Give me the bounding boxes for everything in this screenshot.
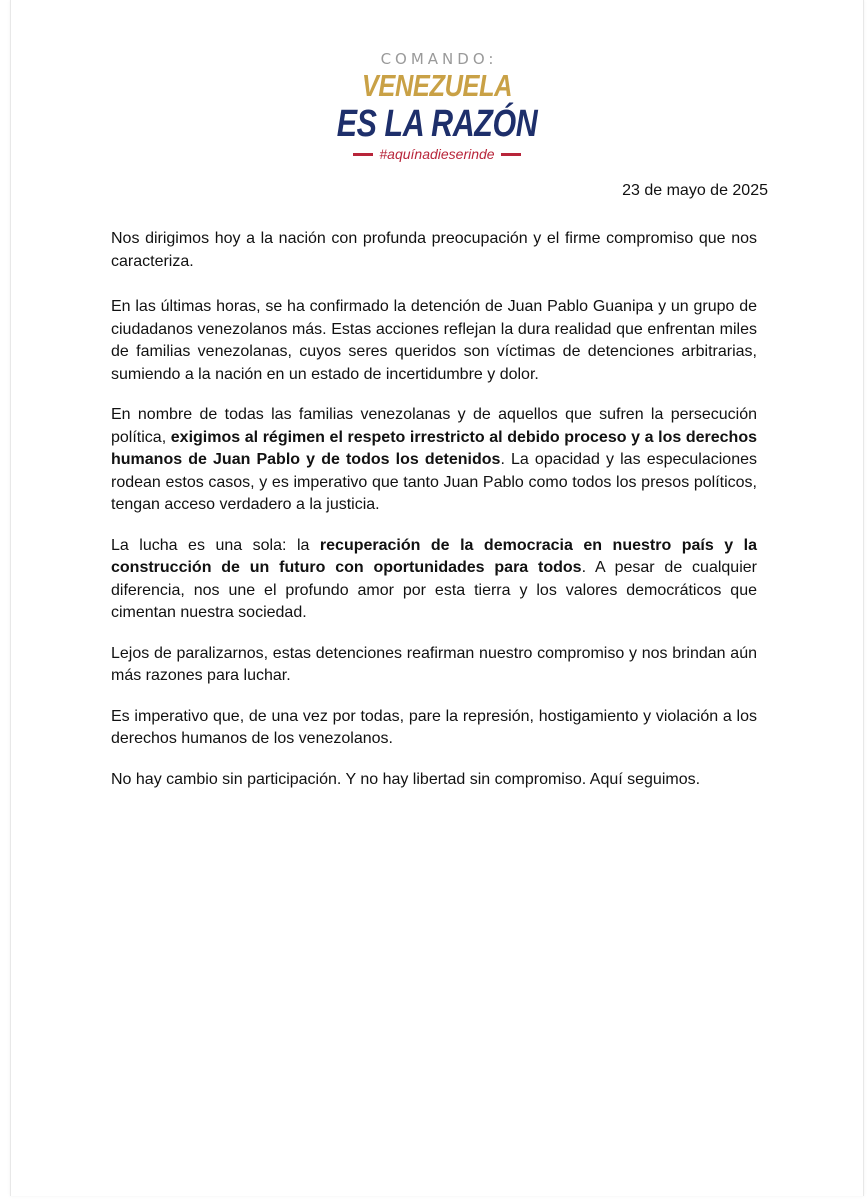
paragraph-2: En las últimas horas, se ha confirmado la detención de Juan Pablo Guanipa y un grupo de ciudadanos venezolanos más. Estas acciones reflejan la dura realidad que enfrentan miles de familias venezolanas, cuyos seres queridos son víctimas de detenciones arbitrarias, sumiendo a la nación en un estado de incertidumbre y dolor.: [111, 298, 757, 383]
logo-right-dash: [501, 153, 521, 156]
document-body: [111, 228, 757, 809]
paragraph-1: Nos dirigimos hoy a la nación con profunda preocupación y el firme compromiso que nos caracteriza.: [111, 230, 757, 270]
paragraph-7: No hay cambio sin participación. Y no hay libertad sin compromiso. Aquí seguimos.: [111, 770, 701, 788]
document-page: [10, 0, 864, 1196]
logo-hashtag: #aquínadieserinde: [379, 146, 495, 162]
logo-es-la-razon-text: ES LA RAZÓN: [336, 103, 538, 145]
paragraph-3-text-b: . La opacidad y las especulaciones rodean estos casos, y es imperativo que tanto Juan Pablo como todos los presos políticos, tengan acceso verdadero a la justicia.: [111, 451, 757, 513]
logo-comando-text: COMANDO:: [380, 50, 498, 68]
paragraph-4-text-b: . A pesar de cualquier diferencia, nos une el profundo amor por esta tierra y los valores democráticos que cimentan nuestra sociedad.: [111, 559, 757, 621]
paragraph-4: [111, 535, 757, 625]
paragraph-3: [111, 404, 757, 517]
document-date: 23 de mayo de 2025: [622, 182, 768, 199]
logo-left-dash: [353, 153, 373, 156]
campaign-logo: [11, 50, 863, 162]
paragraph-5: Lejos de paralizarnos, estas detenciones reafirman nuestro compromiso y nos brindan aún más razones para luchar.: [111, 644, 757, 684]
paragraph-6: Es imperativo que, de una vez por todas, pare la represión, hostigamiento y violación a los derechos humanos de los venezolanos.: [111, 707, 757, 747]
paragraph-4-bold: recuperación de la democracia en nuestro país y la construcción de un futuro con oportunidades para todos: [111, 536, 757, 576]
logo-hashtag-row: [11, 146, 863, 162]
paragraph-3-bold: exigimos al régimen el respeto irrestricto al debido proceso y a los derechos humanos de Juan Pablo y de todos los detenidos: [111, 428, 758, 468]
paragraph-3-text-a: En nombre de todas las familias venezolanas y de aquellos que sufren la persecución política,: [111, 406, 757, 446]
logo-venezuela-text: VENEZUELA: [361, 68, 513, 103]
paragraph-4-text-a: La lucha es una sola: la: [111, 536, 320, 554]
